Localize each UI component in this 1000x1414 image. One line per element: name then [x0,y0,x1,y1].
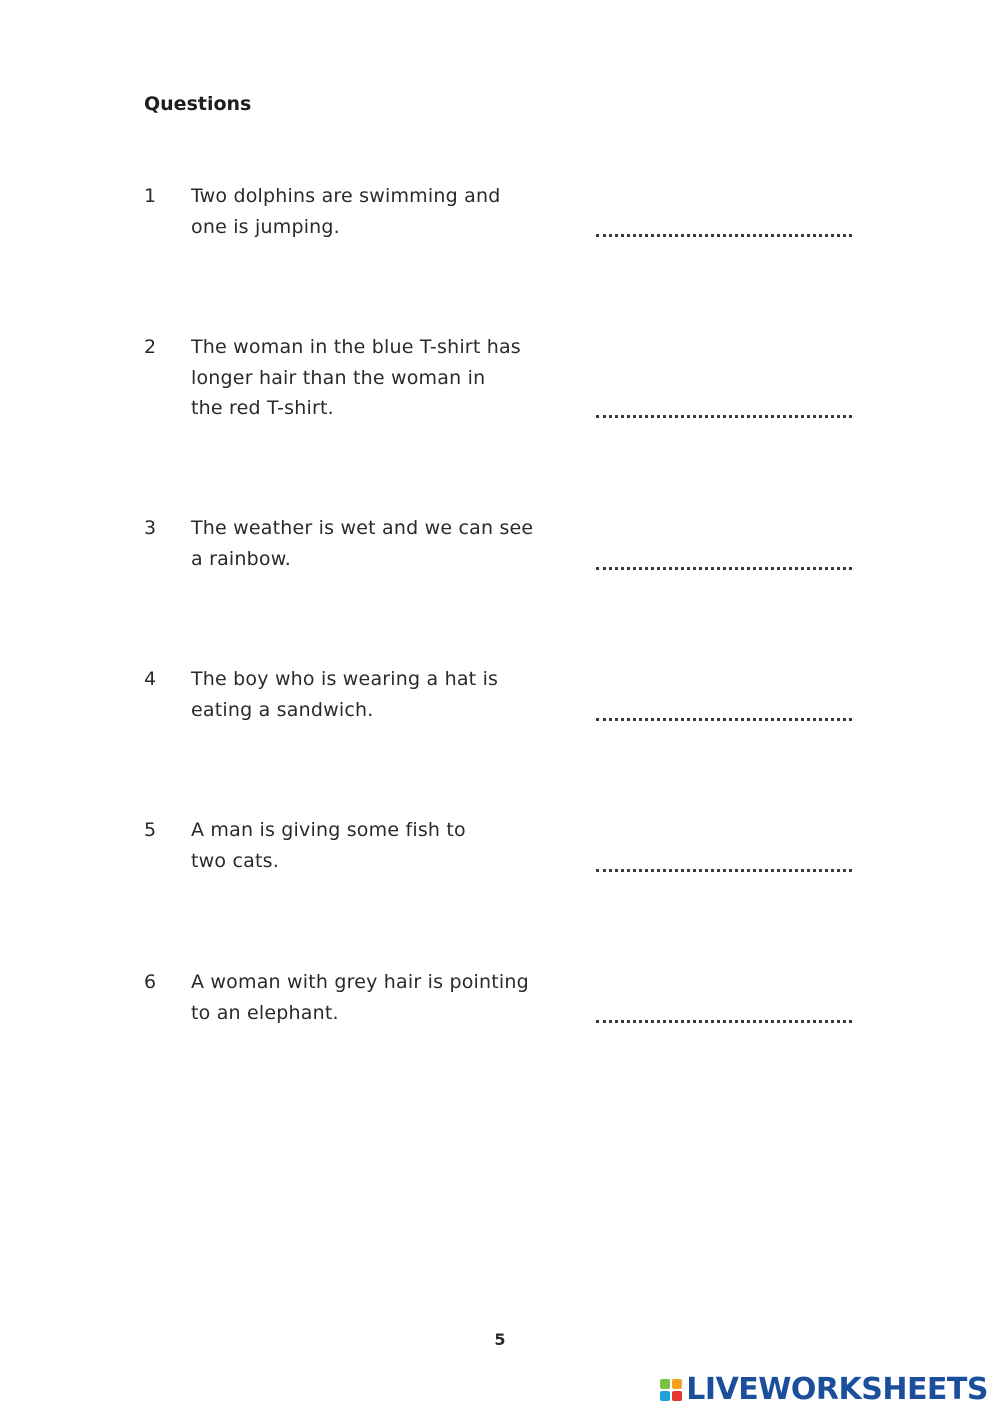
question-text-line: two cats. [191,849,279,872]
question-text [191,967,551,1028]
answer-line[interactable] [596,714,852,721]
logo-tile-orange [672,1379,682,1389]
question-text-line: The woman in the blue T-shirt has [191,336,521,358]
question-text-line: Two dolphins are swimming and [191,185,501,207]
answer-line[interactable] [596,411,852,418]
question-text-line: The weather is wet and we can see [191,517,534,539]
question-number: 6 [144,971,157,993]
question-text [191,181,551,242]
answer-line[interactable] [596,230,852,237]
logo-tile-red [672,1391,682,1401]
question-text [191,332,551,424]
answer-line[interactable] [596,865,852,872]
question-text-line: A woman with grey hair is pointing [191,971,529,993]
question-number: 5 [144,819,157,841]
question-text-line: eating a sandwich. [191,698,374,721]
question-text [191,815,551,876]
question-text-line: The boy who is wearing a hat is [191,668,499,690]
question-text-line: one is jumping. [191,215,340,238]
question-text-line: to an elephant. [191,1001,339,1024]
grid-logo-icon [660,1379,682,1401]
question-text-line: longer hair than the woman in [191,366,486,389]
question-text-line: A man is giving some fish to [191,819,466,841]
question-text-line: the red T-shirt. [191,397,334,419]
question-text-line: a rainbow. [191,547,291,570]
page-number: 5 [494,1330,506,1349]
question-number: 2 [144,336,157,358]
question-number: 1 [144,185,157,207]
question-text [191,513,551,574]
answer-line[interactable] [596,563,852,570]
logo-tile-green [660,1379,670,1389]
logo-tile-blue [660,1391,670,1401]
question-number: 3 [144,517,157,539]
question-text [191,664,551,725]
section-heading: Questions [144,93,252,115]
brand-name: LIVEWORKSHEETS [686,1372,988,1407]
question-number: 4 [144,668,157,690]
brand-logo[interactable] [660,1372,988,1407]
answer-line[interactable] [596,1016,852,1023]
